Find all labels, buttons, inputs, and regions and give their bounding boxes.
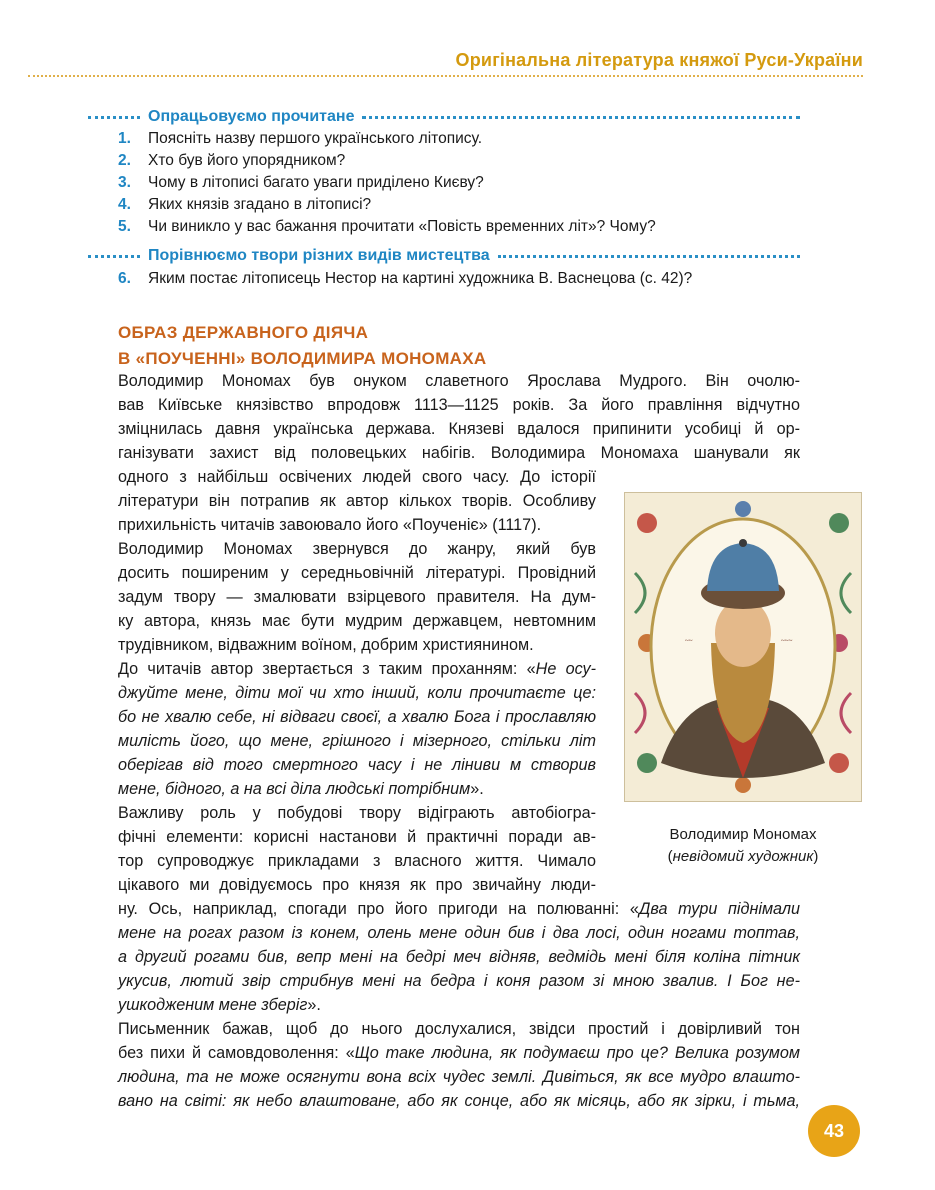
question-text: Яким постає літописець Нестор на картині художника В. Васнецова (с. 42)? [148,270,693,287]
question-list [118,128,818,238]
question-item [118,216,818,238]
text-line: Важливу роль у побудові твору відіграють автобіогра- [118,804,596,822]
text-span: ». [470,780,484,798]
header-rule [28,75,863,77]
question-number: 1. [118,130,131,147]
section-heading-compare [88,246,800,266]
header-title: Оригінальна література княжої Руси-України [455,50,863,70]
question-item [118,172,818,194]
question-number: 4. [118,196,131,213]
text-line: трудівником, відважним воїном, добрим християнином. [118,636,534,654]
text-line: ку автора, князь має бути мудрим державцем, невтомним [118,612,596,630]
article-body-bottom [118,897,800,1113]
text-line: укусив, лютий звір стрибнув мені на бедра і коня разом зі мною звалив. І Бог не- [118,972,800,990]
text-span-italic: Два тури піднімали [638,900,800,918]
text-span-italic: мене, бідного, а на всі діла людські потрібним [118,780,471,798]
text-line: вав Київське князівство впродовж 1113—1125 років. За його правління відчутно [118,396,800,414]
portrait-illustration [625,493,861,801]
question-number: 3. [118,174,131,191]
text-line: тор супроводжує прикладами з власного життя. Чимало [118,852,596,870]
article-title-line: В «ПОУЧЕННІ» ВОЛОДИМИРА МОНОМАХА [118,349,487,368]
question-list [118,268,818,290]
question-text: Хто був його упорядником? [148,152,346,169]
page-number-badge: 43 [808,1105,860,1157]
caption-title: Володимир Мономах [669,826,817,843]
text-span-italic: Не осу- [535,660,597,678]
dotted-rule [362,116,800,119]
question-number: 6. [118,270,131,287]
question-item [118,194,818,216]
text-line: задум твору — змалювати взірцевого правителя. На дум- [118,588,596,606]
text-line: вано на світі: як небо влаштоване, або як сонце, або як місяць, або як зірки, і тьма, [118,1092,800,1110]
text-line: досить поширеним у середньовічній літературі. Провідний [118,564,596,582]
text-line: а другий рогами бив, вепр мені на бедрі меч відняв, ведмідь мені біля коліна пітник [118,948,800,966]
text-span-italic: ушкодженим мене зберіг [118,996,308,1014]
caption-paren: ) [813,848,819,865]
portrait-image [624,492,862,802]
caption-subtitle [624,846,862,868]
dotted-rule [88,116,140,119]
text-line: зміцнилась давня українська держава. Князеві вдалося припинити усобиці й ор- [118,420,800,438]
question-item [118,150,818,172]
dotted-rule [88,255,140,258]
svg-text:~~~: ~~~ [781,637,793,645]
question-item [118,268,818,290]
text-line: літератури він потрапив як автор кількох творів. Особливу [118,492,596,510]
text-line [118,537,596,561]
text-line: оберігав від того смертного часу і не ліниви м створив [118,756,596,774]
article-body-narrow [118,465,596,897]
text-span: До читачів автор звертається з таким проханням: « [118,660,536,678]
text-span: ». [307,996,321,1014]
figure-caption [624,824,862,868]
text-line: фічні елементи: корисні настанови й практичні поради ав- [118,828,596,846]
question-number: 2. [118,152,131,169]
text-span: без пихи й самовдоволення: « [118,1044,355,1062]
section-heading-reading [88,107,800,127]
text-line [118,897,800,921]
question-item [118,128,818,150]
caption-artist: невідомий художник [672,848,814,865]
text-span-italic: Що таке людина, як подумаєш про це? Велика розумом [354,1044,800,1062]
svg-text:~~: ~~ [685,637,693,645]
text-line: цікавого ми довідуємось про князя як про звичайну люди- [118,876,596,894]
text-line [118,777,596,801]
text-line: ганізувати захист від половецьких набігів. Володимира Мономаха шанували як [118,444,800,462]
text-span: Володимир Мономах був онуком славетного Ярослава Мудрого. Він очолю- [118,372,800,390]
question-text: Чому в літописі багато уваги приділено Києву? [148,174,484,191]
text-line: мене на рогах разом із конем, олень мене один бив і два лосі, один ногами топтав, [118,924,800,942]
text-line [118,657,596,681]
text-line: бо не хвалю себе, ні відваги своєї, а хвалю Бога і прославляю [118,708,596,726]
section-label: Порівнюємо твори різних видів мистецтва [148,247,490,264]
text-line [118,369,800,393]
text-line: прихильність читачів завоювало його «Поученіє» (1117). [118,516,542,534]
article-title [118,320,486,372]
caption-paren: ( [667,848,673,865]
question-text: Яких князів згадано в літописі? [148,196,372,213]
question-number: 5. [118,218,131,235]
question-text: Чи виникло у вас бажання прочитати «Повість временних літ»? Чому? [148,218,656,235]
text-line [118,1041,800,1065]
article-title-line: ОБРАЗ ДЕРЖАВНОГО ДІЯЧА [118,323,369,342]
text-line: милість його, що мене, грішного і мізерного, стільки літ [118,732,596,750]
question-text: Поясніть назву першого українського літопису. [148,130,482,147]
text-line: людина, та не може осягнути вона всіх чудес землі. Дивіться, як все мудро влашто- [118,1068,800,1086]
text-span: ну. Ось, наприклад, спогади про його пригоди на полюванні: « [118,900,639,918]
text-line: джуйте мене, діти мої чи хто інший, коли прочитаєте це: [118,684,596,702]
text-line [118,993,800,1017]
dotted-rule [498,255,800,258]
text-line: Письменник бажав, щоб до нього дослухалися, звідси простий і довірливий тон [118,1020,800,1038]
section-label: Опрацьовуємо прочитане [148,108,355,125]
text-line: одного з найбільш освічених людей свого часу. До історії [118,468,596,486]
article-body-top [118,369,800,465]
text-span: Володимир Мономах звернувся до жанру, який був [118,540,596,558]
